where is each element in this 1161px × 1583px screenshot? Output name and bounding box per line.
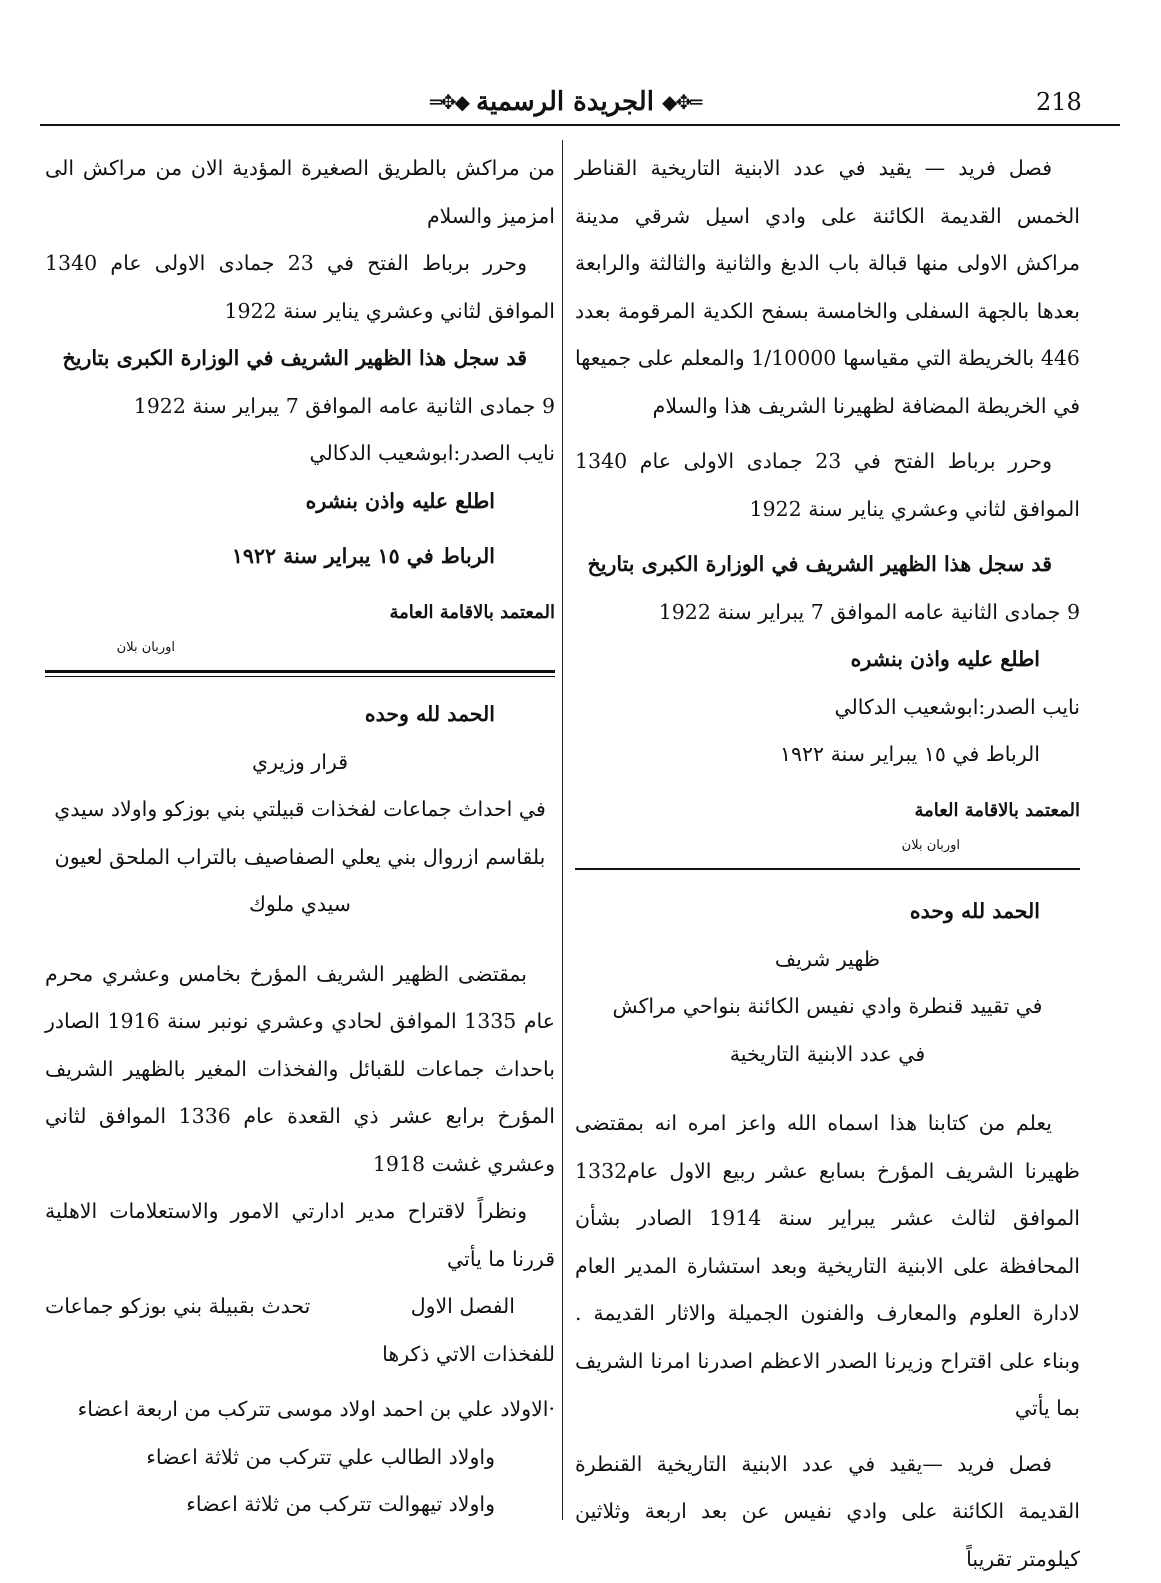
list-item: واولاد الطالب علي تتركب من ثلاثة اعضاء: [45, 1434, 555, 1482]
decree-article: فصل فريد — يقيد في عدد الابنية التاريخية القناطر الخمس القديمة الكائنة على وادي اسيل شرقي مدينة مراكش الاولى منها قبالة باب الدبغ والثانية والثالثة والرابعة بعدها بالجهة السفلى والخامسة بسفح الكدية المرقومة بعدد 446 بالخريطة التي مقياسها 1/10000 والمعلم على جميعها في الخريطة المضافة لظهيرنا الشريف هذا والسلام: [575, 145, 1080, 430]
rabat-date: الرباط في ١٥ يبراير سنة ١٩٢٢: [45, 533, 555, 581]
deputy-signature: نايب الصدر:ابوشعيب الدكالي: [575, 684, 1080, 732]
section-rule: [575, 868, 1080, 870]
ornament-icon: ═✥◆: [662, 90, 700, 114]
registration-date: 9 جمادى الثانية عامه الموافق 7 يبراير سنة 1922: [45, 383, 555, 431]
decision-proposal: ونظراً لاقتراح مدير ادارتي الامور والاستعلامات الاهلية قررنا ما يأتي: [45, 1188, 555, 1283]
article-one-line: [45, 1283, 555, 1331]
publication-approval: اطلع عليه واذن بنشره: [45, 478, 555, 526]
resident-general-title: المعتمد بالاقامة العامة: [45, 589, 555, 637]
publication-approval: اطلع عليه واذن بنشره: [575, 636, 1080, 684]
list-item: ·الاولاد علي بن احمد اولاد موسى تتركب من اربعة اعضاء: [45, 1386, 555, 1434]
registration-date: 9 جمادى الثانية عامه الموافق 7 يبراير سنة 1922: [575, 589, 1080, 637]
article-one-continued: للفخذات الاتي ذكرها: [45, 1331, 555, 1379]
dahir-subject: في تقييد قنطرة وادي نفيس الكائنة بنواحي مراكش: [575, 983, 1080, 1031]
masthead: [420, 82, 710, 122]
right-column: [575, 145, 1080, 1583]
dahir-preamble: يعلم من كتابنا هذا اسماه الله واعز امره انه بمقتضى ظهيرنا الشريف المؤرخ بسابع عشر ربيع الاول عام1332 الموافق لثالث عشر يبراير سنة 1914 الصادر بشأن المحافظة على الابنية التاريخية وبعد استشارة المدير العام لادارة العلوم والمعارف والفنون الجميلة والاثار القديمة . وبناء على اقتراح وزيرنا الصدر الاعظم اصدرنا امرنا الشريف بما يأتي: [575, 1100, 1080, 1433]
left-column: [45, 145, 555, 1529]
resident-general-name: اوربان بلان: [45, 636, 555, 660]
list-item: واولاد تيهوالت تتركب من ثلاثة اعضاء: [45, 1481, 555, 1529]
resident-general-title: المعتمد بالاقامة العامة: [575, 787, 1080, 835]
section-double-rule: [45, 670, 555, 677]
column-divider: [562, 140, 563, 1520]
decree-date: وحرر برباط الفتح في 23 جمادى الاولى عام 1340 الموافق لثاني وعشري يناير سنة 1922: [575, 438, 1080, 533]
invocation: الحمد لله وحده: [45, 691, 555, 739]
dahir-article: فصل فريد —يقيد في عدد الابنية التاريخية القنطرة القديمة الكائنة على وادي نفيس عن بعد اربعة وثلاثين كيلومتر تقريباً: [575, 1441, 1080, 1583]
decision-preamble: بمقتضى الظهير الشريف المؤرخ بخامس وعشري محرم عام 1335 الموافق لحادي وعشري نونبر سنة 1916 الصادر باحداث جماعات للقبائل والفخذات المغير بالظهير الشريف المؤرخ برابع عشر ذي القعدة عام 1336 الموافق لثاني وعشري غشت 1918: [45, 951, 555, 1189]
decree-date: وحرر برباط الفتح في 23 جمادى الاولى عام 1340 الموافق لثاني وعشري يناير سنة 1922: [45, 240, 555, 335]
deputy-signature: نايب الصدر:ابوشعيب الدكالي: [45, 430, 555, 478]
registration-note: قد سجل هذا الظهير الشريف في الوزارة الكبرى بتاريخ: [45, 335, 555, 383]
header-rule: [40, 124, 1120, 126]
decision-subject: في احداث جماعات لفخذات قبيلتي بني بوزكو واولاد سيدي بلقاسم ازروال بني يعلي الصفاصيف بالتراب الملحق لعيون سيدي ملوك: [45, 786, 555, 929]
invocation: الحمد لله وحده: [575, 888, 1080, 936]
gazette-title: الجريدة الرسمية: [476, 87, 654, 117]
registration-note: قد سجل هذا الظهير الشريف في الوزارة الكبرى بتاريخ: [575, 541, 1080, 589]
dahir-subject-line2: في عدد الابنية التاريخية: [575, 1031, 1080, 1079]
page-number: 218: [1036, 88, 1116, 116]
decree-article-continued: من مراكش بالطريق الصغيرة المؤدية الان من مراكش الى امزميز والسلام: [45, 145, 555, 240]
decision-title: قرار وزيري: [45, 739, 555, 787]
article-one-text: تحدث بقبيلة بني بوزكو جماعات: [45, 1283, 310, 1331]
resident-general-name: اوربان بلان: [575, 834, 1080, 858]
article-one-label: الفصل الاول: [411, 1283, 555, 1331]
ornament-icon: ◆✥═: [430, 90, 468, 114]
rabat-date: الرباط في ١٥ يبراير سنة ١٩٢٢: [575, 731, 1080, 779]
dahir-title: ظهير شريف: [575, 936, 1080, 984]
